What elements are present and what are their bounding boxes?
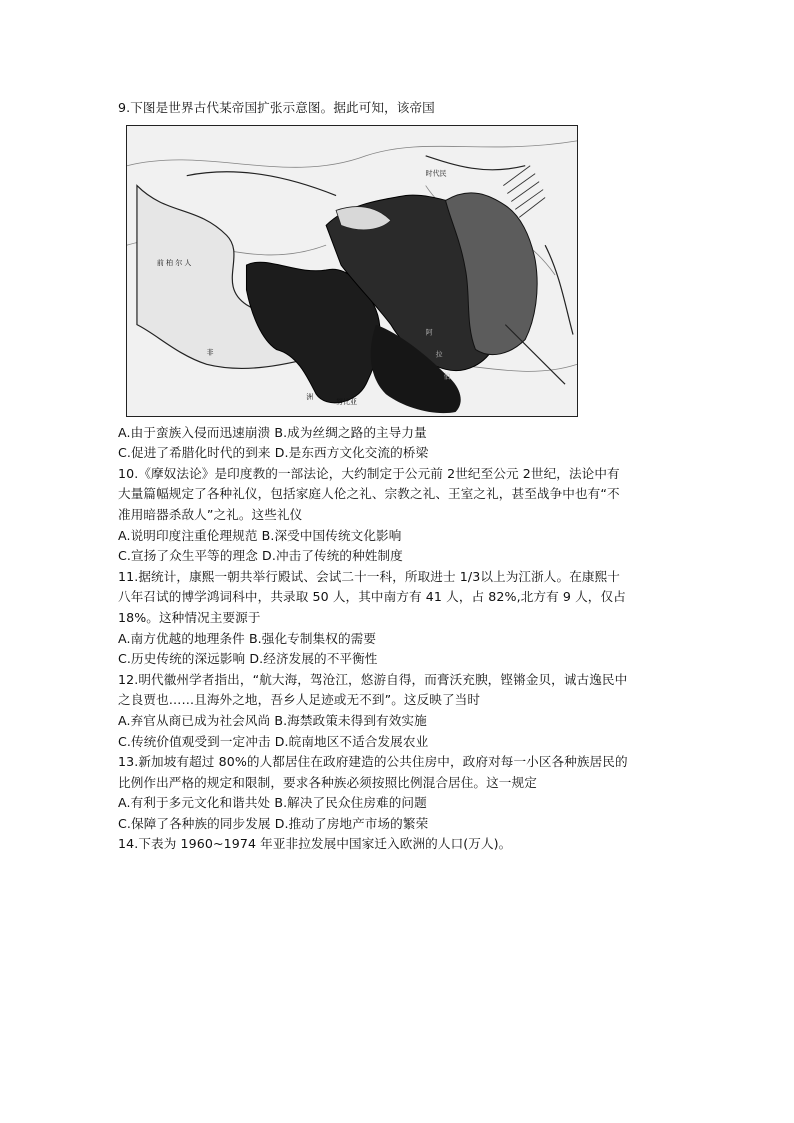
q11-stem-line: 八年召试的博学鸿词科中，共录取 50 人，其中南方有 41 人，占 82%,北方有 9 人，仅占 [118, 589, 626, 605]
map-label-bo: 伯 [443, 371, 451, 380]
q12-stem-line: 12.明代徽州学者指出，“航大海，驾沧江，悠游自得，而膏沃充腴，铿锵金贝，诚古逸民中 [118, 671, 628, 687]
exam-page [118, 98, 684, 855]
map-graphic [127, 126, 577, 416]
q10-stem-line: 大量篇幅规定了各种礼仪，包括家庭人伦之礼、宗教之礼、王室之礼，甚至战争中也有“不 [118, 486, 620, 502]
q10-stem-line: 准用暗器杀敌人”之礼。这些礼仪 [118, 506, 303, 522]
q11-stem-line: 18%。这种情况主要源于 [118, 609, 261, 625]
map-label-nubia: 努比亚 [336, 397, 357, 406]
q9-option-cd: C.促进了希腊化时代的到来 D.是东西方文化交流的桥梁 [118, 445, 429, 461]
q12-option-ab: A.弃官从商已成为社会风尚 B.海禁政策未得到有效实施 [118, 712, 427, 728]
map-label-la: 拉 [435, 350, 443, 359]
empire-expansion-map [126, 125, 578, 417]
q13-stem-line: 13.新加坡有超过 80%的人都居住在政府建造的公共住房中，政府对每一小区各种族居民的 [118, 754, 628, 770]
q12-stem-line: 之良贾也……且海外之地，吾乡人足迹或无不到”。这反映了当时 [118, 692, 481, 708]
map-label-a: 阿 [425, 328, 433, 337]
q12-option-cd: C.传统价值观受到一定冲击 D.皖南地区不适合发展农业 [118, 733, 429, 749]
map-label-time: 时代民 [425, 169, 447, 178]
q11-option-ab: A.南方优越的地理条件 B.强化专制集权的需要 [118, 630, 377, 646]
q13-stem-line: 比例作出严格的规定和限制，要求各种族必须按照比例混合居住。这一规定 [118, 774, 537, 790]
map-label-berber: 前 柏 尔 人 [156, 258, 192, 267]
q11-stem-line: 11.据统计，康熙一朝共举行殿试、会试二十一科，所取进士 1/3以上为江浙人。在康熙十 [118, 568, 620, 584]
q13-option-ab: A.有利于多元文化和谐共处 B.解决了民众住房难的问题 [118, 795, 427, 811]
q14-stem: 14.下表为 1960~1974 年亚非拉发展中国家迁入欧洲的人口(万人)。 [118, 836, 512, 852]
q10-option-ab: A.说明印度注重伦理规范 B.深受中国传统文化影响 [118, 527, 402, 543]
map-label-fei: 非 [206, 348, 214, 357]
q11-option-cd: C.历史传统的深远影响 D.经济发展的不平衡性 [118, 651, 378, 667]
q9-option-ab: A.由于蛮族入侵而迅速崩溃 B.成为丝绸之路的主导力量 [118, 424, 427, 440]
q9-stem: 9.下图是世界古代某帝国扩张示意图。据此可知，该帝国 [118, 100, 435, 115]
map-label-zhou: 洲 [306, 392, 314, 401]
q10-option-cd: C.宣扬了众生平等的理念 D.冲击了传统的种姓制度 [118, 548, 403, 564]
q10-stem-line: 10.《摩奴法论》是印度教的一部法论，大约制定于公元前 2世纪至公元 2世纪，法论中有 [118, 465, 620, 481]
q13-option-cd: C.保障了各种族的同步发展 D.推动了房地产市场的繁荣 [118, 815, 429, 831]
